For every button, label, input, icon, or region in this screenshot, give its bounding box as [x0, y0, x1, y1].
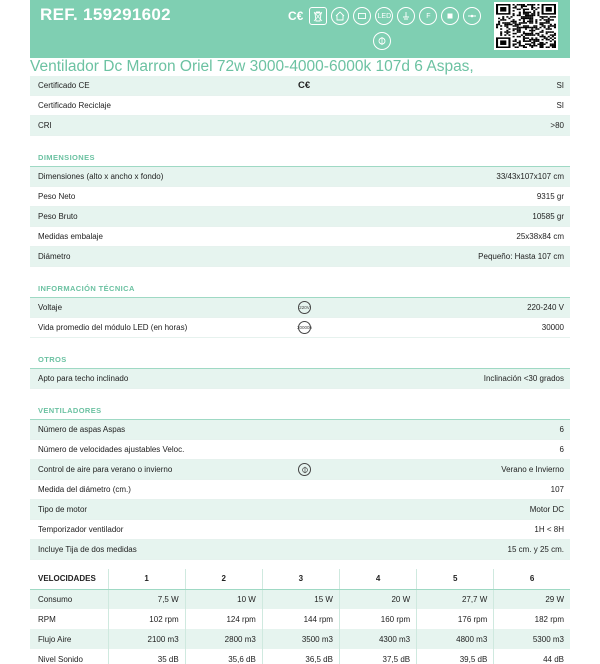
- spec-value: Motor DC: [529, 505, 564, 514]
- speed-column-header: 5: [417, 569, 494, 589]
- spec-label: Diámetro: [38, 252, 71, 261]
- section-otros: OTROS: [30, 347, 570, 369]
- table-cell: 7,5 W: [108, 589, 185, 609]
- velocidades-heading: VELOCIDADES: [30, 569, 108, 589]
- spec-row: [30, 369, 570, 389]
- section-ventiladores: VENTILADORES: [30, 398, 570, 420]
- voltage-icon: 220V: [298, 301, 311, 314]
- speed-column-header: 6: [494, 569, 570, 589]
- spec-row: [30, 167, 570, 187]
- spec-value: SI: [556, 81, 564, 90]
- table-cell: 36,5 dB: [262, 649, 339, 664]
- header-band: [30, 0, 570, 58]
- spec-row-vida-led: [30, 318, 570, 338]
- ce-mark-icon: C€: [288, 9, 304, 23]
- spec-label: Apto para techo inclinado: [38, 374, 129, 383]
- spec-label: Medida del diámetro (cm.): [38, 485, 131, 494]
- table-cell: 2800 m3: [185, 629, 262, 649]
- spec-row: [30, 420, 570, 440]
- weee-bin-icon: [309, 7, 327, 25]
- spec-row: [30, 187, 570, 207]
- spec-row: [30, 207, 570, 227]
- spec-label: Vida promedio del módulo LED (en horas): [38, 323, 188, 332]
- dimmable-icon: [397, 7, 415, 25]
- table-row: [30, 629, 570, 649]
- table-cell: 144 rpm: [262, 609, 339, 629]
- spec-label: Tipo de motor: [38, 505, 88, 514]
- section-informacion-tecnica: INFORMACIÓN TÉCNICA: [30, 276, 570, 298]
- spec-label: Número de aspas Aspas: [38, 425, 126, 434]
- spec-row: [30, 540, 570, 560]
- table-cell: 27,7 W: [417, 589, 494, 609]
- spec-value: 6: [559, 425, 564, 434]
- spec-value: 6: [559, 445, 564, 454]
- general-section: [30, 76, 570, 560]
- spec-value: Inclinación <30 grados: [483, 374, 564, 383]
- spec-value: 25x38x84 cm: [516, 232, 564, 241]
- row-label: Flujo Aire: [30, 629, 108, 649]
- table-cell: 39,5 dB: [417, 649, 494, 664]
- certification-icons: [288, 7, 481, 25]
- table-cell: 35,6 dB: [185, 649, 262, 664]
- fan-icon: [463, 7, 481, 25]
- spec-value: 9315 gr: [536, 192, 564, 201]
- table-cell: 102 rpm: [108, 609, 185, 629]
- motor-icon: [441, 7, 459, 25]
- spec-row-cri: [30, 116, 570, 136]
- qr-code: [494, 2, 558, 50]
- spec-row-voltaje: [30, 298, 570, 318]
- table-row: [30, 609, 570, 629]
- table-cell: 37,5 dB: [339, 649, 416, 664]
- spec-label: Número de velocidades ajustables Veloc.: [38, 445, 185, 454]
- table-cell: 176 rpm: [417, 609, 494, 629]
- table-cell: 10 W: [185, 589, 262, 609]
- spec-row: [30, 247, 570, 267]
- speed-column-header: 1: [108, 569, 185, 589]
- product-title: Ventilador Dc Marron Oriel 72w 3000-4000-6000k 107d 6 Aspas,: [30, 58, 474, 75]
- ce-mark-small-icon: C€: [298, 80, 311, 91]
- row-label: Consumo: [30, 589, 108, 609]
- spec-row-control-aire: [30, 460, 570, 480]
- table-cell: 20 W: [339, 589, 416, 609]
- spec-label: Medidas embalaje: [38, 232, 103, 241]
- speed-column-header: 4: [339, 569, 416, 589]
- spec-value: Verano e Invierno: [501, 465, 564, 474]
- spec-row: [30, 520, 570, 540]
- spec-label: Certificado CE: [38, 81, 90, 90]
- spec-label: Voltaje: [38, 303, 63, 312]
- spec-value: 30000: [541, 323, 564, 332]
- spec-row: [30, 227, 570, 247]
- f-class-icon: F: [419, 7, 437, 25]
- spec-label: Incluye Tija de dos medidas: [38, 545, 137, 554]
- spec-value: >80: [550, 121, 564, 130]
- row-label: RPM: [30, 609, 108, 629]
- summer-winter-icon: [373, 32, 391, 50]
- spec-value: 10585 gr: [532, 212, 564, 221]
- velocidades-table: [30, 569, 570, 664]
- lifetime-hours-icon: 30000h: [298, 321, 311, 334]
- reference-number: REF. 159291602: [40, 5, 171, 24]
- spec-label: Certificado Reciclaje: [38, 101, 111, 110]
- spec-value: SI: [556, 101, 564, 110]
- table-cell: 44 dB: [543, 654, 564, 664]
- velocidades-header-row: [30, 569, 570, 589]
- led-icon: LED: [375, 7, 393, 25]
- table-cell: 124 rpm: [185, 609, 262, 629]
- table-cell: 15 W: [262, 589, 339, 609]
- table-row: [30, 589, 570, 609]
- table-cell: 35 dB: [108, 649, 185, 664]
- spec-label: Control de aire para verano o invierno: [38, 465, 173, 474]
- spec-row: [30, 500, 570, 520]
- spec-label: Peso Neto: [38, 192, 76, 201]
- table-cell: 29 W: [494, 589, 570, 609]
- spec-label: Temporizador ventilador: [38, 525, 124, 534]
- spec-value: 107: [550, 485, 564, 494]
- section-dimensiones: DIMENSIONES: [30, 145, 570, 167]
- table-cell: 5300 m3: [494, 629, 570, 649]
- spec-row: [30, 440, 570, 460]
- season-icon-wrap: [373, 32, 391, 50]
- spec-label: Dimensiones (alto x ancho x fondo): [38, 172, 164, 181]
- spec-row-reciclaje: [30, 96, 570, 116]
- speed-column-header: 3: [262, 569, 339, 589]
- spec-value: 33/43x107x107 cm: [496, 172, 564, 181]
- spec-label: CRI: [38, 121, 52, 130]
- table-cell: 3500 m3: [262, 629, 339, 649]
- speed-column-header: 2: [185, 569, 262, 589]
- table-row: [30, 649, 570, 664]
- table-cell: 182 rpm: [534, 614, 564, 624]
- table-cell: 4800 m3: [417, 629, 494, 649]
- spec-value: 1H < 8H: [534, 525, 564, 534]
- table-cell: 160 rpm: [339, 609, 416, 629]
- energy-icon: [353, 7, 371, 25]
- home-icon: [331, 7, 349, 25]
- table-cell: 4300 m3: [339, 629, 416, 649]
- spec-value: Pequeño: Hasta 107 cm: [478, 252, 564, 261]
- spec-row-ce: [30, 76, 570, 96]
- summer-winter-icon: [298, 463, 311, 476]
- spec-value: 220-240 V: [527, 303, 564, 312]
- row-label: Nivel Sonido: [30, 649, 108, 664]
- spec-row: [30, 480, 570, 500]
- spec-value: 15 cm. y 25 cm.: [507, 545, 564, 554]
- table-cell: 2100 m3: [108, 629, 185, 649]
- spec-label: Peso Bruto: [38, 212, 78, 221]
